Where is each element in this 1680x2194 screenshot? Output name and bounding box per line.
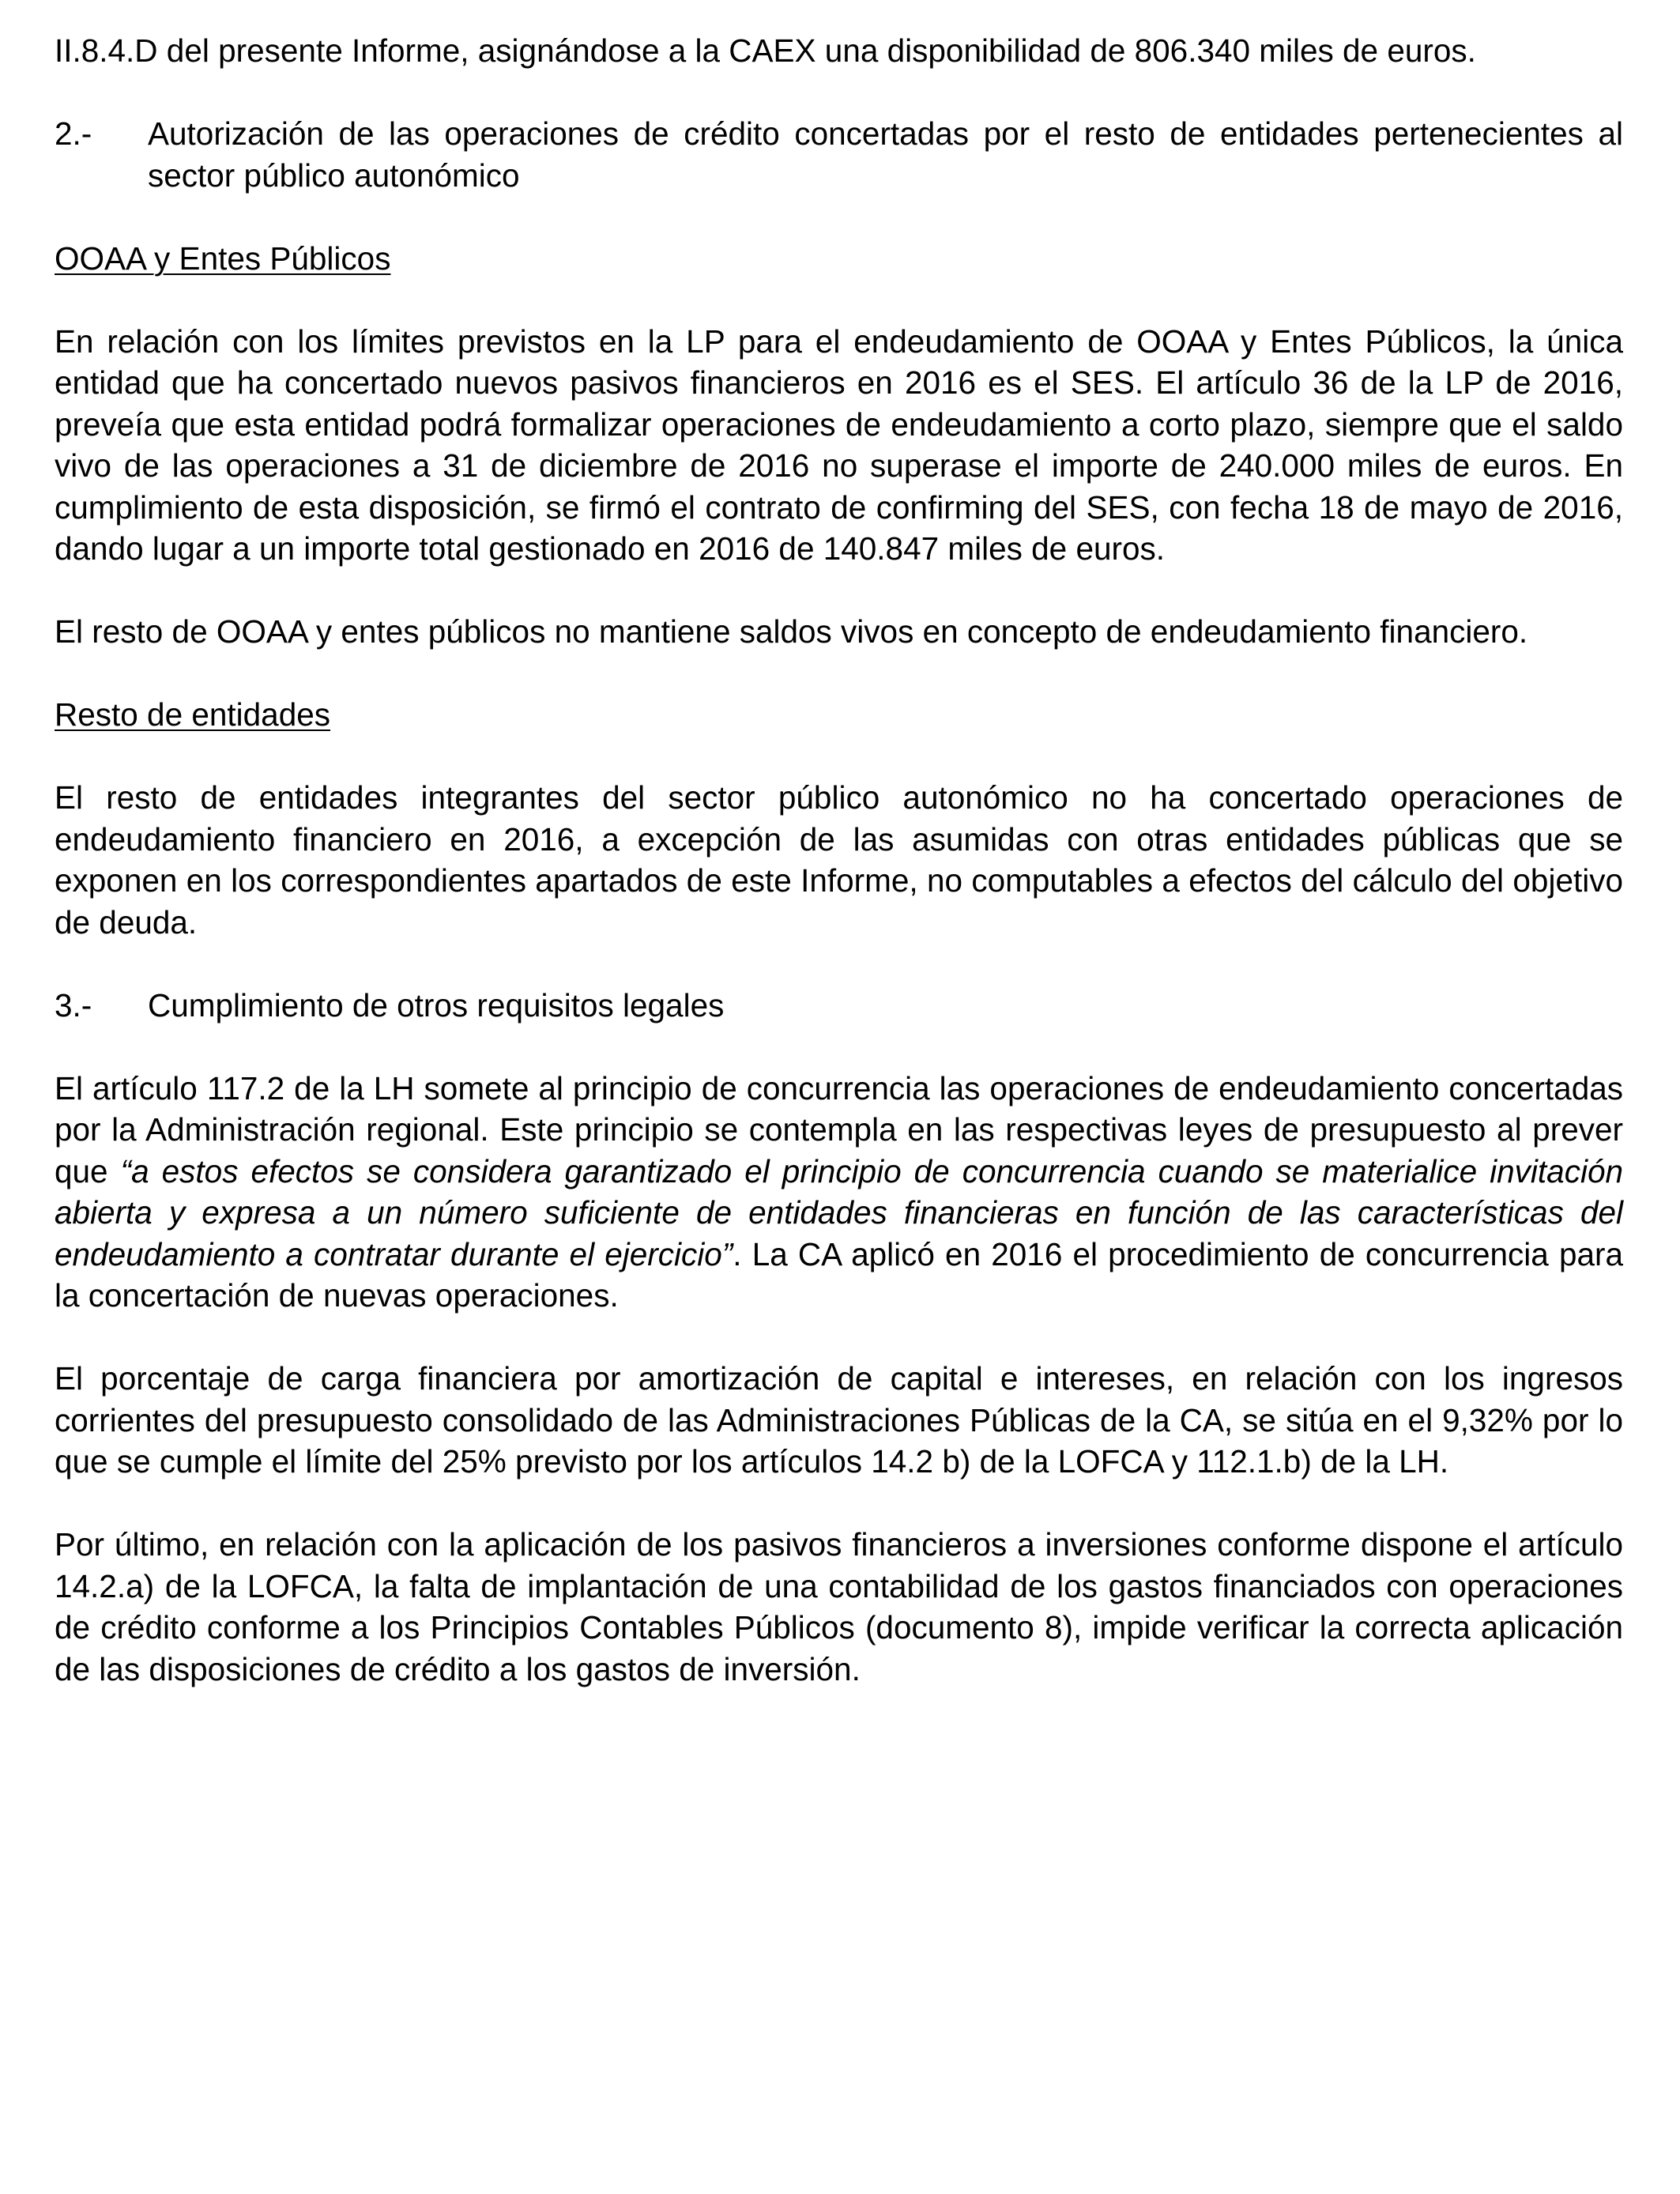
paragraph-resto-entidades: El resto de entidades integrantes del sector público autonómico no ha concertado operaciones de endeudamiento financiero en 2016, a excepción de las asumidas con otras entidades públicas que se exponen en los correspondientes apartados de este Informe, no computables a efectos del cálculo del objetivo de deuda. xyxy=(55,779,1623,941)
section-number: 3.- xyxy=(55,986,92,1023)
document-page xyxy=(55,30,1623,1732)
paragraph-pasivos-inversiones: Por último, en relación con la aplicación de los pasivos financieros a inversiones conforme dispone el artículo 14.2.a) de la LOFCA, la falta de implantación de una contabilidad de los gastos financiados con operaciones de crédito conforme a los Principios Contables Públicos (documento 8), impide verificar la correcta aplicación de las disposiciones de crédito a los gastos de inversión. xyxy=(55,1526,1623,1687)
subheading-ooaa xyxy=(55,238,1623,280)
concurrencia-text-a: El artículo 117.2 de la LH somete al principio de concurrencia las operaciones de endeudamiento concertadas por la Administración regional. Este principio se contempla en las respectivas leyes de presupuesto al prever que xyxy=(55,1069,1623,1189)
subheading-resto-text: Resto de entidades xyxy=(55,696,330,733)
section-title: Autorización de las operaciones de crédito concertadas por el resto de entidades pertenecientes al sector público autonómico xyxy=(148,115,1623,194)
section-title: Cumplimiento de otros requisitos legales xyxy=(148,986,725,1023)
subheading-ooaa-text: OOAA y Entes Públicos xyxy=(55,239,391,277)
paragraph-carga-financiera: El porcentaje de carga financiera por amortización de capital e intereses, en relación con los ingresos corrientes del presupuesto consolidado de las Administraciones Públicas de la CA, se sitúa en el 9,32% por lo que se cumple el límite del 25% previsto por los artículos 14.2 b) de la LOFCA y 112.1.b) de la LH. xyxy=(55,1360,1623,1480)
section-heading-2 xyxy=(55,113,1623,196)
section-heading-3 xyxy=(55,985,1623,1027)
paragraph-continuation: II.8.4.D del presente Informe, asignándose a la CAEX una disponibilidad de 806.340 miles de euros. xyxy=(55,32,1476,69)
section-number: 2.- xyxy=(55,115,92,152)
paragraph-ooaa-rest: El resto de OOAA y entes públicos no mantiene saldos vivos en concepto de endeudamiento financiero. xyxy=(55,613,1528,650)
paragraph-ooaa-limits: En relación con los límites previstos en la LP para el endeudamiento de OOAA y Entes Públicos, la única entidad que ha concertado nuevos pasivos financieros en 2016 es el SES. El artículo 36 de la LP de 2016, preveía que esta entidad podrá formalizar operaciones de endeudamiento a corto plazo, siempre que el saldo vivo de las operaciones a 31 de diciembre de 2016 no superase el importe de 240.000 miles de euros. En cumplimiento de esta disposición, se firmó el contrato de confirming del SES, con fecha 18 de mayo de 2016, dando lugar a un importe total gestionado en 2016 de 140.847 miles de euros. xyxy=(55,322,1623,567)
concurrencia-text-b: . La CA aplicó en 2016 el procedimiento de concurrencia para la concertación de nuevas operaciones. xyxy=(55,1235,1624,1314)
paragraph-concurrencia xyxy=(55,1068,1623,1317)
concurrencia-quote: “a estos efectos se considera garantizado el principio de concurrencia cuando se materialice invitación abierta y expresa a un número suficiente de entidades financieras en función de las características del endeudamiento a contratar durante el ejercicio” xyxy=(55,1152,1623,1272)
subheading-resto xyxy=(55,694,1623,736)
